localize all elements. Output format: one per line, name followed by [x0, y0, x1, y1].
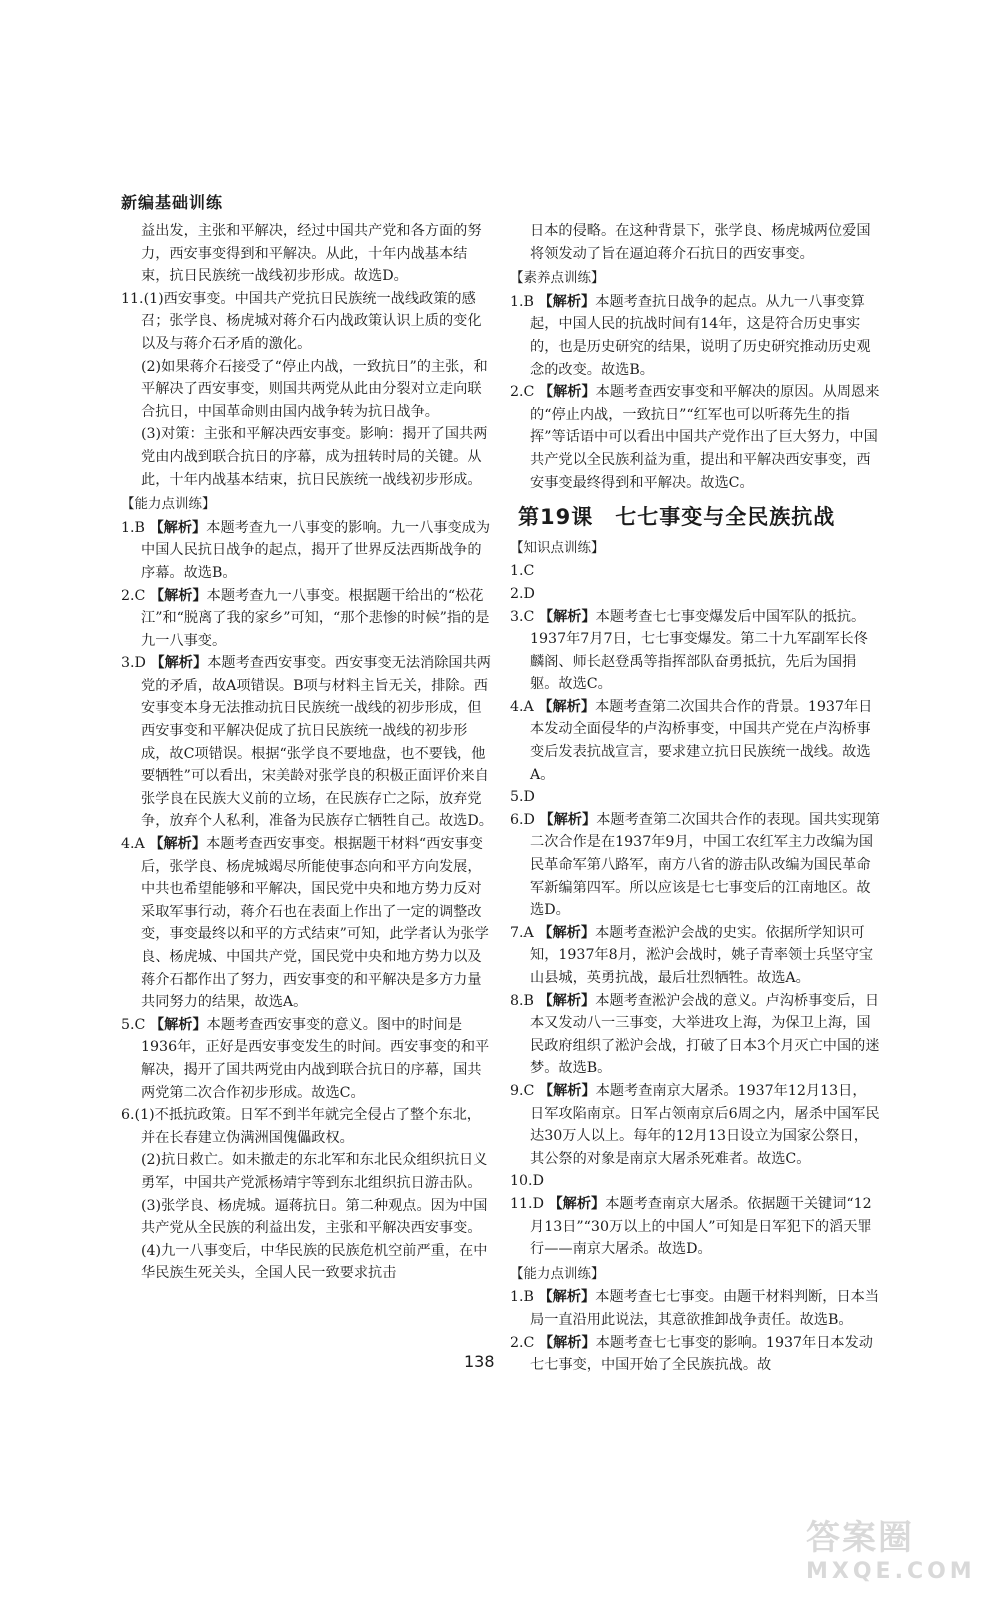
section-heading-knowledge: 【知识点训练】 [510, 539, 605, 556]
answer-8: 8.B 【解析】本题考查淞沪会战的意义。卢沟桥事变后，日本又发动八一三事变，大举进攻上海，为保卫上海，国民政府组织了淞沪会战，打破了日本3个月灭亡中国的迷梦。故选B。 [510, 992, 880, 1077]
answer-11: 11.D 【解析】本题考查南京大屠杀。依据题干关键词“12月13日”“30万以上的中国人”可知是日军犯下的滔天罪行——南京大屠杀。故选D。 [510, 1195, 872, 1258]
answer-6-part3: (3)张学良、杨虎城。逼蒋抗日。第二种观点。因为中国共产党从全民族的利益出发，主张和平解决西安事变。 [141, 1197, 488, 1237]
answer-1: 1.B 【解析】本题考查抗日战争的起点。从九一八事变算起，中国人民的抗战时间有14年，这是符合历史事实的，也是历史研究的结果，说明了历史研究推动历史观念的改变。故选B。 [510, 293, 871, 378]
answer-10: 10.D [510, 1173, 544, 1190]
book-series-title: 新编基础训练 [121, 193, 224, 212]
answer-4: 4.A 【解析】本题考查西安事变。根据题干材料“西安事变后，张学良、杨虎城竭尽所能使事态向和平方向发展，中共也希望能够和平解决，国民党中央和地方势力反对采取军事行动，蒋介石也在表面上作出了一定的调整改变，事变最终以和平的方式结束”可知，此学者认为张学良、杨虎城、中国共产党，国民党中央和地方势力以及蒋介石都作出了努力，西安事变的和平解决是多方力量共同努力的结果，故选A。 [121, 836, 489, 1011]
section-heading-ability: 【能力点训练】 [510, 1265, 605, 1282]
answer-11-part3: (3)对策：主张和平解决西安事变。影响：揭开了国共两党由内战到联合抗日的序幕，成为扭转时局的关键。从此，十年内战基本结束，抗日民族统一战线初步形成。 [141, 426, 488, 488]
lesson-title: 第19课 七七事变与全民族抗战 [518, 505, 836, 530]
page-number: 138 [464, 1352, 495, 1371]
answer-6: 6.D 【解析】本题考查第二次国共合作的表现。国共实现第二次合作是在1937年9月，中国工农红军主力改编为国民革命军第八路军，南方八省的游击队改编为国民革命军新编第四军。所以应该是七七事变后的江南地区。故选D。 [510, 811, 880, 919]
answer-6-part4: (4)九一八事变后，中华民族的民族危机空前严重，在中华民族生死关头，全国人民一致要求抗击 [141, 1242, 488, 1282]
answer-2: 2.D [510, 585, 535, 602]
answer-3: 3.D 【解析】本题考查西安事变。西安事变无法消除国共两党的矛盾，故A项错误。B项与材料主旨无关，排除。西安事变本身无法推动抗日民族统一战线的初步形成，但西安事变和平解决促成了抗日民族统一战线的初步形成，故C项错误。根据“张学良不要地盘，也不要钱，他要牺牲”可以看出，宋美龄对张学良的积极正面评价来自张学良在民族大义前的立场，在民族存亡之际，放弃党争，放弃个人私利，准备为民族存亡牺牲自己。故选D。 [121, 655, 493, 830]
answer-1: 1.B 【解析】本题考查九一八事变的影响。九一八事变成为中国人民抗日战争的起点，揭开了世界反法西斯战争的序幕。故选B。 [121, 519, 491, 581]
continued-paragraph: 益出发，主张和平解决，经过中国共产党和各方面的努力，西安事变得到和平解决。从此，十年内战基本结束，抗日民族统一战线初步形成。故选D。 [141, 223, 482, 285]
answer-11-part1: 11.(1)西安事变。中国共产党抗日民族统一战线政策的感召；张学良、杨虎城对蒋介石内战政策认识上质的变化以及与蒋介石矛盾的激化。 [121, 290, 482, 352]
section-heading-ability: 【能力点训练】 [121, 496, 216, 513]
answer-1: 1.B 【解析】本题考查七七事变。由题干材料判断，日本当局一直沿用此说法，其意欲推卸战争责任。故选B。 [510, 1289, 880, 1328]
answer-5: 5.C 【解析】本题考查西安事变的意义。图中的时间是1936年，正好是西安事变发生的时间。西安事变的和平解决，揭开了国共两党由内战到联合抗日的序幕，国共两党第二次合作初步形成。故选C。 [121, 1016, 490, 1101]
answer-2: 2.C 【解析】本题考查九一八事变。根据题干给出的“松花江”和“脱离了我的家乡”可知，“那个悲惨的时候”指的是九一八事变。 [121, 587, 490, 649]
right-column [510, 220, 880, 1377]
watermark-text: 答案圈 [806, 1518, 914, 1558]
watermark-url: MXQE.COM [806, 1559, 976, 1584]
answer-6-part2: (2)抗日救亡。如未撤走的东北军和东北民众组织抗日义勇军，中国共产党派杨靖宇等到东北组织抗日游击队。 [141, 1152, 488, 1191]
continued-paragraph: 日本的侵略。在这种背景下，张学良、杨虎城两位爱国将领发动了旨在逼迫蒋介石抗日的西安事变。 [530, 223, 871, 262]
answer-9: 9.C 【解析】本题考查南京大屠杀。1937年12月13日，日军攻陷南京。日军占领南京后6周之内，屠杀中国军民达30万人以上。每年的12月13日设立为国家公祭日，其公祭的对象是南京大屠杀死难者。故选C。 [510, 1082, 880, 1167]
answer-1: 1.C [510, 563, 535, 580]
answer-2: 2.C 【解析】本题考查七七事变的影响。1937年日本发动七七事变，中国开始了全民族抗战。故 [510, 1334, 873, 1374]
section-heading-literacy: 【素养点训练】 [510, 270, 605, 287]
answer-5: 5.D [510, 789, 535, 806]
watermark-logo [806, 1510, 976, 1584]
answer-3: 3.C 【解析】本题考查七七事变爆发后中国军队的抵抗。1937年7月7日，七七事变爆发。第二十九军副军长佟麟阁、师长赵登禹等指挥部队奋勇抵抗，先后为国捐躯。故选C。 [510, 608, 868, 693]
left-column [121, 220, 493, 1285]
answer-4: 4.A 【解析】本题考查第二次国共合作的背景。1937年日本发动全面侵华的卢沟桥事变，中国共产党在卢沟桥事变后发表抗战宣言，要求建立抗日民族统一战线。故选A。 [510, 698, 873, 783]
answer-6-part1: 6.(1)不抵抗政策。日军不到半年就完全侵占了整个东北，并在长春建立伪满洲国傀儡政权。 [121, 1107, 481, 1146]
answer-2: 2.C 【解析】本题考查西安事变和平解决的原因。从周恩来的“停止内战，一致抗日”“红军也可以听蒋先生的指挥”等话语中可以看出中国共产党作出了巨大努力，中国共产党以全民族利益为重，提出和平解决西安事变，西安事变最终得到和平解决。故选C。 [510, 384, 880, 491]
answer-7: 7.A 【解析】本题考查淞沪会战的史实。依据所学知识可知，1937年8月，淞沪会战时，姚子青率领士兵坚守宝山县城，英勇抗战，最后壮烈牺牲。故选A。 [510, 924, 874, 986]
answer-11-part2: (2)如果蒋介石接受了“停止内战，一致抗日”的主张，和平解决了西安事变，则国共两党从此由分裂对立走向联合抗日，中国革命则由国内战争转为抗日战争。 [141, 358, 488, 420]
